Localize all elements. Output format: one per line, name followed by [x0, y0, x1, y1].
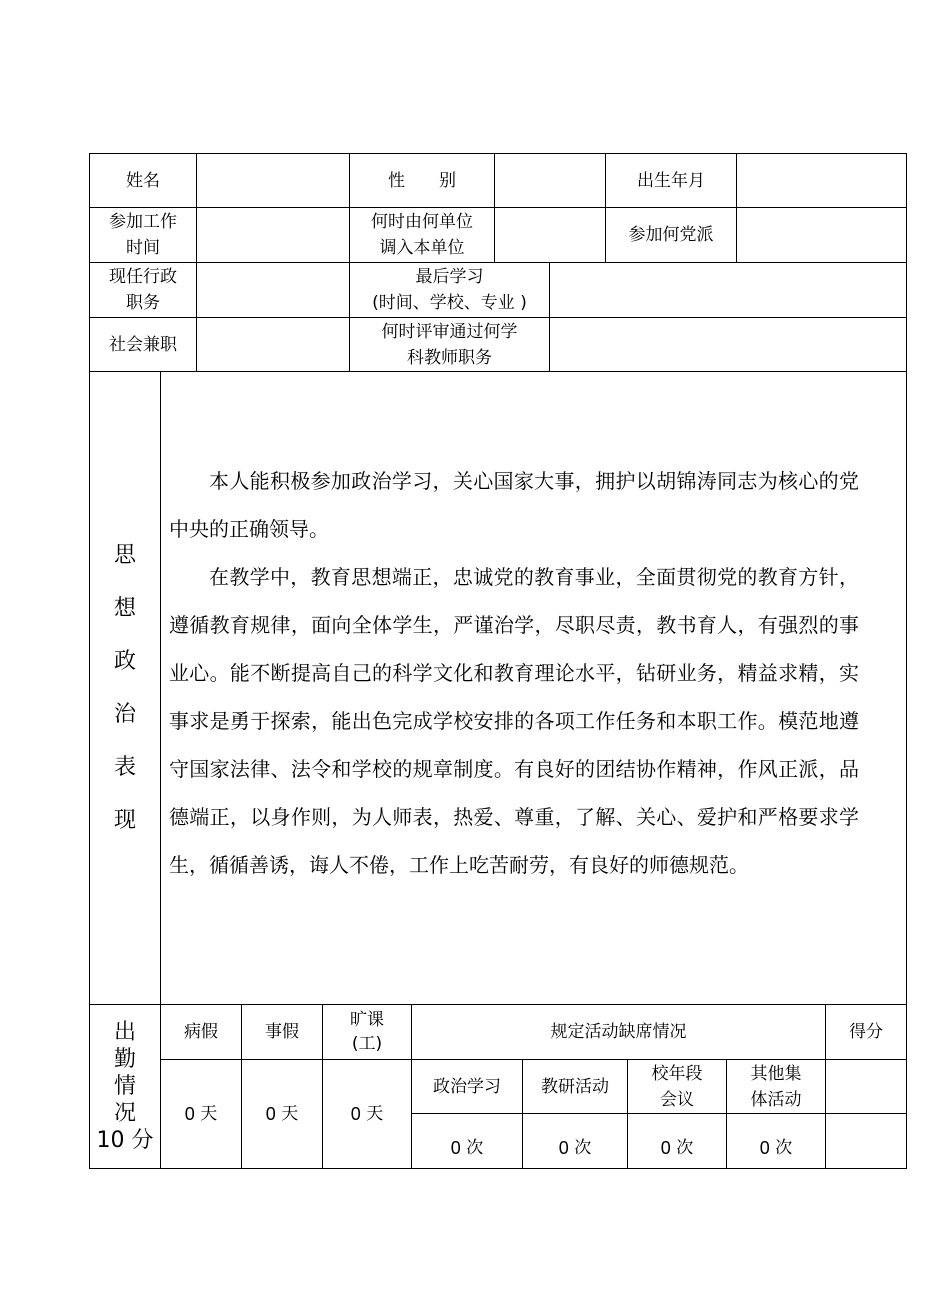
sick-leave-value: 0 天	[184, 1104, 218, 1124]
score-value[interactable]	[826, 1060, 906, 1113]
teaching-research-header: 教研活动	[541, 1076, 609, 1097]
sick-leave-header: 病假	[184, 1022, 218, 1042]
gender-label: 性 别	[388, 170, 456, 191]
transfer-label: 何时由何单位 调入本单位	[371, 212, 473, 258]
statement-paragraph: 本人能积极参加政治学习，关心国家大事，拥护以胡锦涛同志为核心的党中央的正确领导。	[169, 469, 859, 541]
absence-value: 0 天	[350, 1104, 384, 1124]
position-label: 现任行政 职务	[109, 267, 177, 313]
personal-leave-header: 事假	[265, 1022, 299, 1042]
name-value[interactable]	[197, 154, 349, 207]
name-label: 姓名	[126, 170, 160, 191]
teaching-research-value: 0 次	[558, 1138, 592, 1158]
row-divider-4	[89, 371, 907, 372]
work-start-label: 参加工作 时间	[109, 212, 177, 258]
political-side-label: 思 想 政 治 表 现	[113, 543, 136, 833]
political-statement	[169, 457, 859, 889]
grade-meeting-value: 0 次	[660, 1138, 694, 1158]
position-value[interactable]	[197, 263, 349, 317]
title-value[interactable]	[550, 318, 906, 371]
gender-value[interactable]	[495, 154, 605, 207]
social-label: 社会兼职	[109, 334, 177, 355]
party-label: 参加何党派	[628, 225, 714, 245]
absence-header: 旷课 (工)	[350, 1010, 384, 1054]
social-value[interactable]	[197, 318, 349, 371]
work-start-value[interactable]	[197, 208, 349, 262]
education-label: 最后学习 (时间、学校、专业 )	[372, 267, 527, 313]
table-border-bottom	[89, 1168, 907, 1169]
attendance-side-label: 出 勤 情 况 10 分	[96, 1020, 154, 1153]
transfer-value[interactable]	[495, 208, 605, 262]
table-border-right	[906, 153, 907, 1169]
political-study-header: 政治学习	[433, 1076, 501, 1097]
other-activity-value: 0 次	[759, 1138, 793, 1158]
education-value[interactable]	[550, 263, 906, 317]
birth-label: 出生年月	[637, 170, 705, 191]
other-activity-header: 其他集 体活动	[750, 1063, 802, 1110]
party-value[interactable]	[737, 208, 906, 262]
title-label: 何时评审通过何学 科教师职务	[381, 321, 518, 368]
score-extra[interactable]	[826, 1114, 906, 1168]
grade-meeting-header: 校年段 会议	[651, 1063, 703, 1110]
activity-header: 规定活动缺席情况	[550, 1022, 687, 1042]
political-study-value: 0 次	[450, 1138, 484, 1158]
statement-paragraph: 在教学中，教育思想端正，忠诚党的教育事业，全面贯彻党的教育方针，遵循教育规律，面向全体学生，严谨治学，尽职尽责，教书育人，有强烈的事业心。能不断提高自己的科学文化和教育理论水平，钻研业务，精益求精，实事求是勇于探索，能出色完成学校安排的各项工作任务和本职工作。模范地遵守国家法律、法令和学校的规章制度。有良好的团结协作精神，作风正派，品德端正，以身作则，为人师表，热爱、尊重，了解、关心、爱护和严格要求学生，循循善诱，诲人不倦，工作上吃苦耐劳，有良好的师德规范。	[169, 565, 859, 877]
score-header: 得分	[849, 1022, 883, 1042]
personal-leave-value: 0 天	[265, 1104, 299, 1124]
birth-value[interactable]	[737, 154, 906, 207]
